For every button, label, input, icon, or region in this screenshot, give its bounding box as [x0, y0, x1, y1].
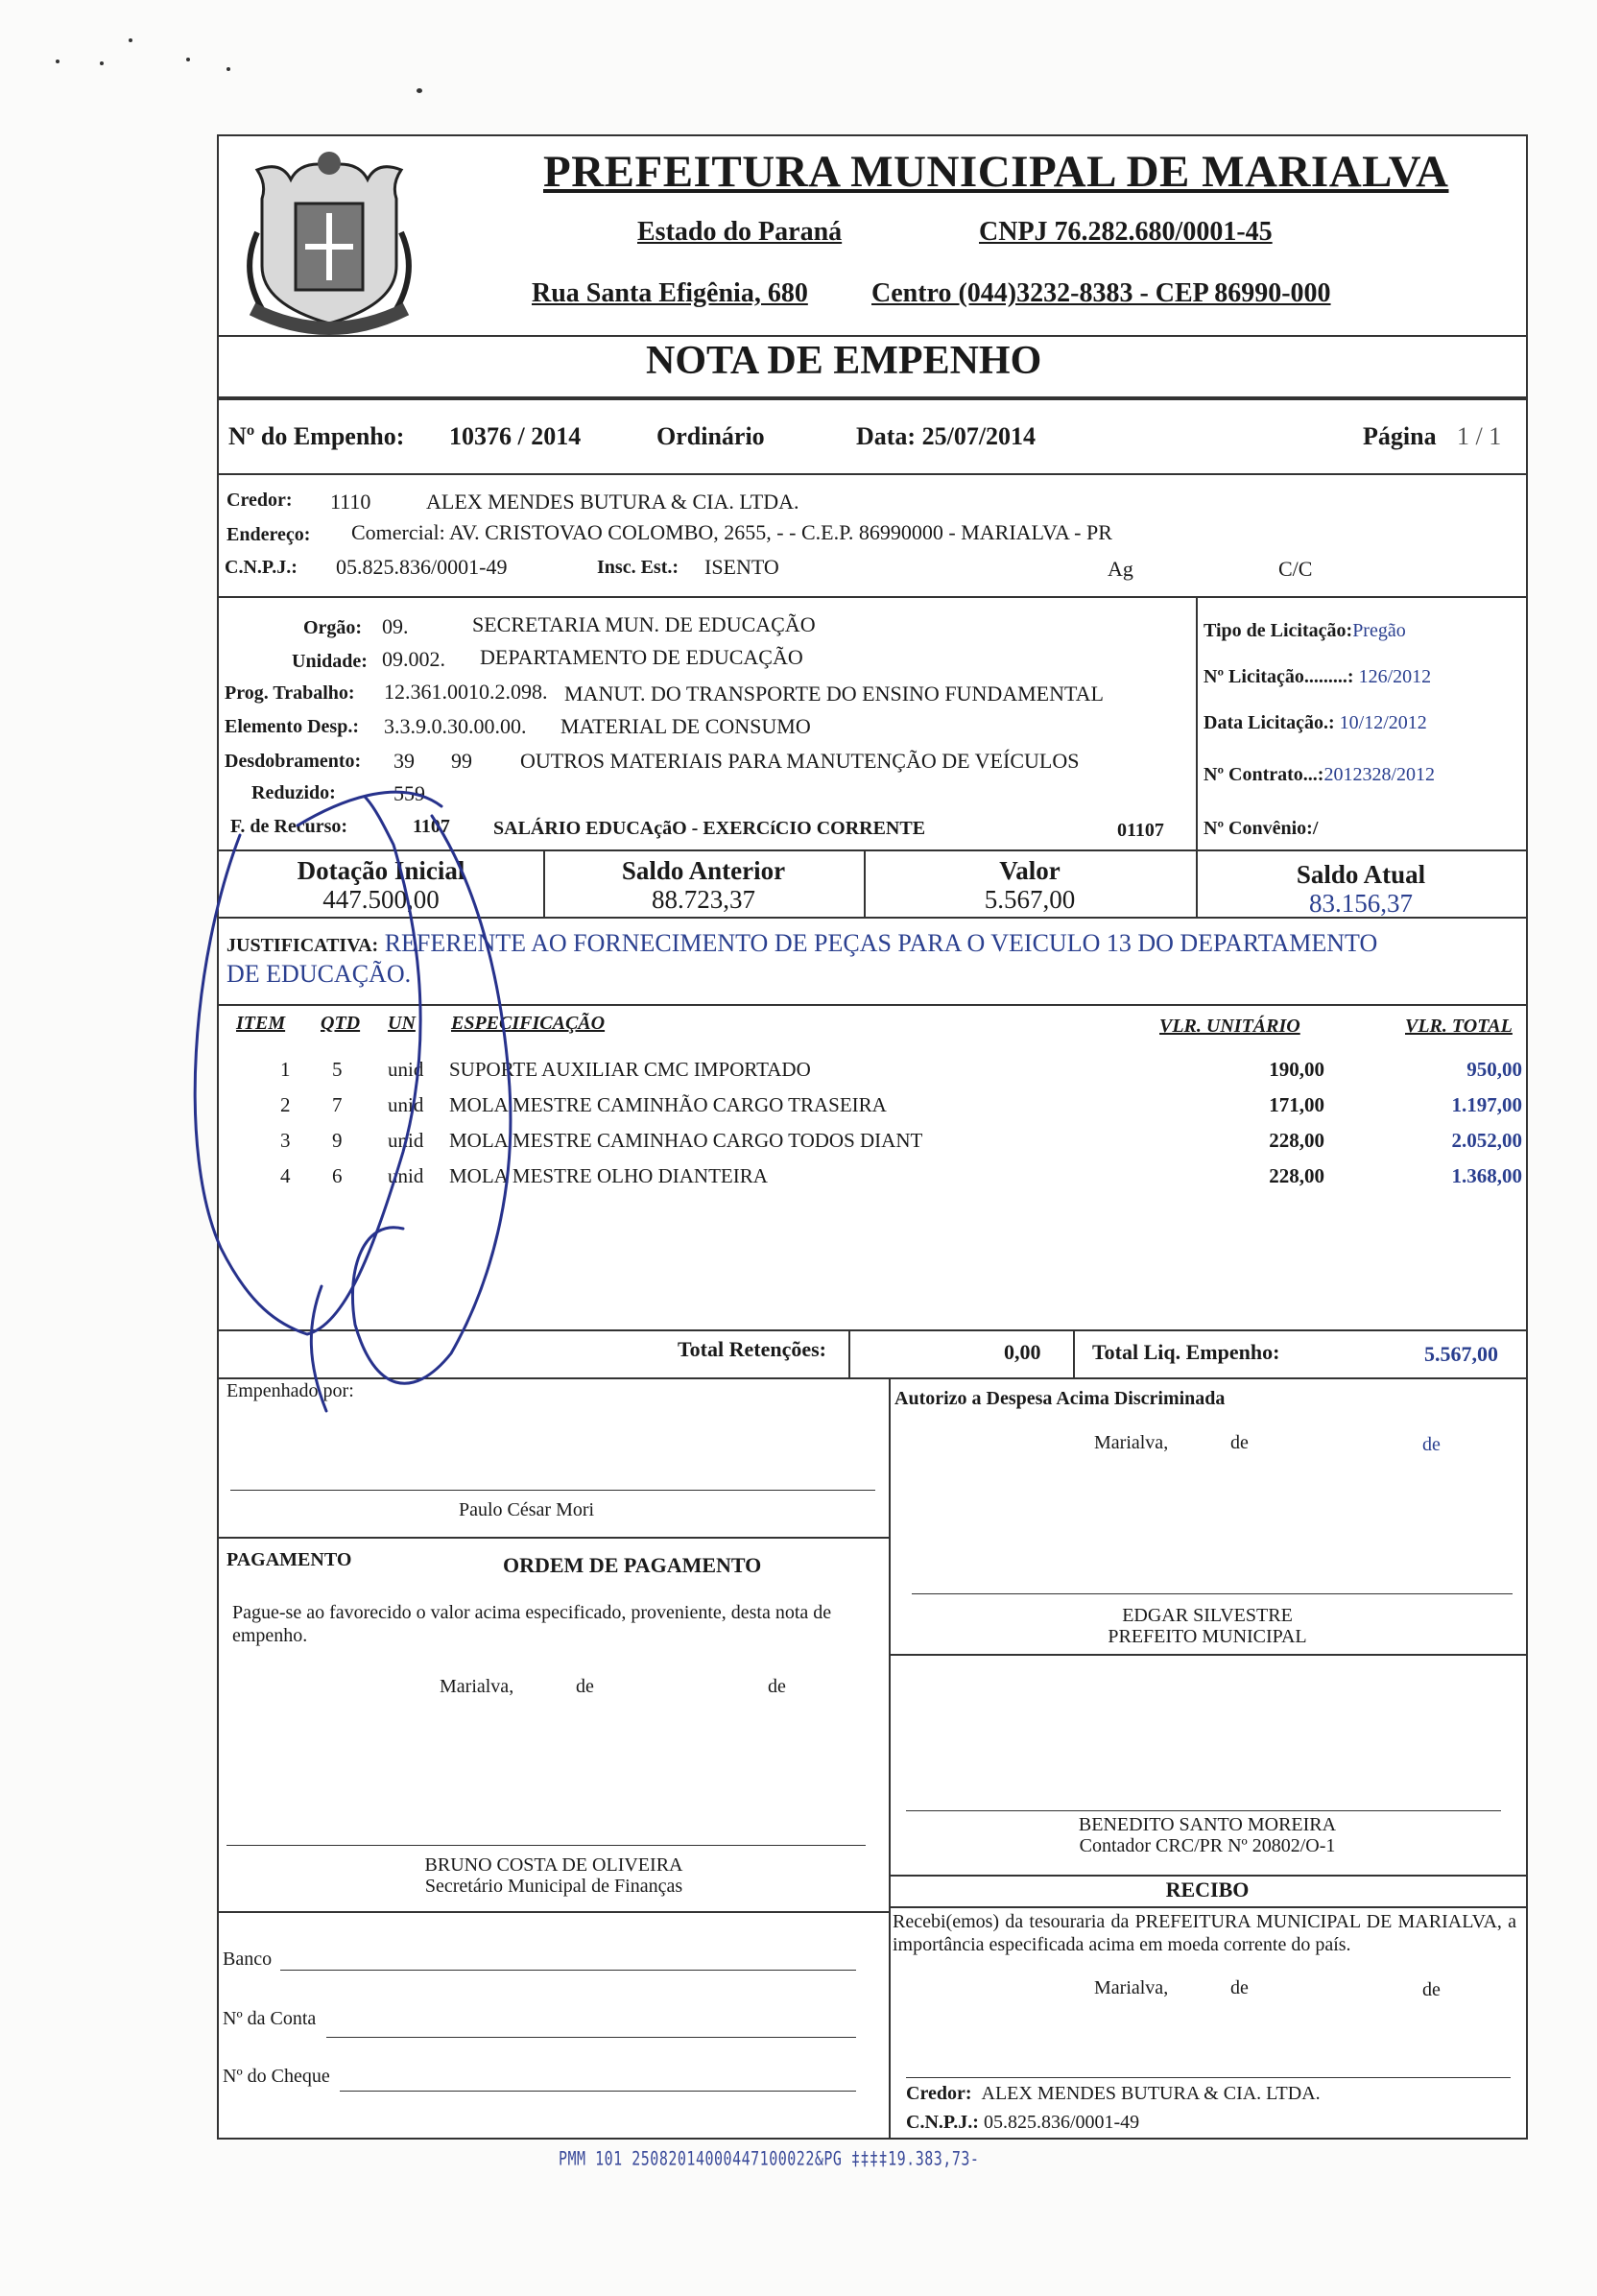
justificativa-label: JUSTIFICATIVA:	[226, 935, 379, 956]
contador-name: BENEDITO SANTO MOREIRA	[1078, 1814, 1337, 1835]
empenhado-name: Paulo César Mori	[459, 1499, 595, 1520]
item-un: unid	[388, 1093, 424, 1116]
total-retencoes-label: Total Retenções:	[678, 1337, 826, 1361]
item-number: 4	[280, 1164, 291, 1187]
cnpj-credor-label: C.N.P.J.:	[225, 557, 298, 578]
credor-code: 1110	[330, 490, 371, 514]
empenho-type: Ordinário	[656, 422, 765, 450]
elemento-value: MATERIAL DE CONSUMO	[560, 714, 811, 738]
item-un: unid	[388, 1129, 424, 1152]
divider	[1073, 1329, 1075, 1377]
total-liq-label: Total Liq. Empenho:	[1092, 1340, 1280, 1364]
divider	[219, 596, 1526, 598]
mechanical-stamp: PMM 101 25082014000447100022&PG ‡‡‡‡19.383,73-	[559, 2147, 980, 2170]
scan-speck	[129, 38, 132, 42]
col-header-item: ITEM	[236, 1013, 286, 1034]
recurso-code: 1107	[413, 816, 450, 837]
secretario-name: BRUNO COSTA DE OLIVEIRA	[424, 1854, 683, 1876]
prog-value: MANUT. DO TRANSPORTE DO ENSINO FUNDAMENTAL	[564, 682, 1104, 706]
page-title: PREFEITURA MUNICIPAL DE MARIALVA	[543, 147, 1449, 197]
autorizo-label: Autorizo a Despesa Acima Discriminada	[894, 1388, 1226, 1409]
scan-speck	[56, 60, 60, 63]
prog-label: Prog. Trabalho:	[225, 682, 355, 704]
data-licitacao-label: Data Licitação.:	[1204, 712, 1335, 733]
unidade-value: DEPARTAMENTO DE EDUCAÇÃO	[480, 645, 803, 669]
cnpj-credor-value: 05.825.836/0001-49	[336, 555, 508, 579]
document-type-title: NOTA DE EMPENHO	[646, 339, 1042, 383]
pagamento-text: Pague-se ao favorecido o valor acima especificado, proveniente, desta nota de empenho.	[232, 1602, 832, 1646]
insc-label: Insc. Est.:	[597, 557, 679, 578]
saldo-anterior-label: Saldo Anterior	[621, 856, 786, 885]
divider	[219, 396, 1526, 400]
divider	[889, 1906, 1526, 1908]
orgao-label: Orgão:	[303, 617, 363, 638]
unidade-label: Unidade:	[292, 651, 368, 672]
banco-label: Banco	[223, 1949, 273, 1970]
empenho-number-label: Nº do Empenho:	[228, 422, 405, 450]
divider	[848, 1329, 850, 1377]
credor-label: Credor:	[226, 490, 293, 511]
tipo-licitacao-value: Pregão	[1352, 620, 1406, 641]
recurso-value: SALÁRIO EDUCAçãO - EXERCíCIO CORRENTE	[493, 818, 926, 839]
item-total-value: 2.052,00	[1451, 1129, 1522, 1152]
unidade-code: 09.002.	[382, 647, 445, 671]
recibo-de1: de	[1230, 1977, 1249, 1998]
reduzido-label: Reduzido:	[251, 782, 336, 803]
signature-line	[912, 1593, 1513, 1594]
recibo-title: RECIBO	[1165, 1877, 1250, 1901]
pagamento-city: Marialva,	[440, 1676, 514, 1697]
recibo-de2: de	[1422, 1979, 1441, 2000]
total-liq-value: 5.567,00	[1424, 1342, 1498, 1366]
cc-label: C/C	[1278, 557, 1313, 581]
divider	[889, 1875, 1526, 1877]
pagamento-de2: de	[768, 1676, 786, 1697]
elemento-label: Elemento Desp.:	[225, 716, 359, 737]
page-label: Página	[1363, 422, 1437, 450]
cnpj-label: CNPJ 76.282.680/0001-45	[979, 217, 1273, 247]
col-header-un: UN	[388, 1013, 416, 1034]
pagamento-de1: de	[576, 1676, 594, 1697]
col-header-vlr-unitario: VLR. UNITÁRIO	[1159, 1016, 1300, 1037]
dotacao-label: Dotação Inicial	[297, 856, 465, 885]
elemento-code: 3.3.9.0.30.00.00.	[384, 714, 527, 738]
recurso-number: 01107	[1117, 820, 1164, 841]
item-total-value: 1.197,00	[1451, 1093, 1522, 1116]
justificativa-text-line1: REFERENTE AO FORNECIMENTO DE PEÇAS PARA O VEICULO 13 DO DEPARTAMENTO	[384, 929, 1378, 957]
prog-code: 12.361.0010.2.098.	[384, 680, 548, 704]
page-number: 1 / 1	[1457, 422, 1502, 450]
divider	[219, 335, 1526, 337]
ink-signature-mark	[182, 787, 681, 1507]
recurso-label: F. de Recurso:	[230, 816, 348, 837]
municipal-crest-icon	[238, 146, 420, 343]
dotacao-value: 447.500,00	[322, 885, 440, 914]
conta-line	[326, 2037, 856, 2038]
cheque-label: Nº do Cheque	[223, 2066, 330, 2087]
saldo-atual-label: Saldo Atual	[1296, 860, 1426, 889]
recibo-text: Recebi(emos) da tesouraria da PREFEITURA MUNICIPAL DE MARIALVA, a importância especificada acima em moeda corrente do país.	[893, 1911, 1516, 1955]
item-number: 1	[280, 1058, 291, 1081]
justificativa-text-line2: DE EDUCAÇÃO.	[226, 960, 412, 988]
valor-value: 5.567,00	[984, 885, 1076, 914]
num-licitacao-value: 126/2012	[1358, 666, 1432, 687]
item-un: unid	[388, 1164, 424, 1187]
autorizo-de1: de	[1230, 1432, 1249, 1453]
item-number: 3	[280, 1129, 291, 1152]
item-unit-value: 190,00	[1269, 1058, 1324, 1081]
recibo-credor-value: ALEX MENDES BUTURA & CIA. LTDA.	[981, 2083, 1321, 2104]
total-retencoes-value: 0,00	[1004, 1340, 1041, 1364]
recibo-cnpj-label: C.N.P.J.:	[906, 2112, 979, 2133]
prefeito-title: PREFEITO MUNICIPAL	[1108, 1626, 1307, 1647]
contrato-value: 2012328/2012	[1323, 764, 1436, 785]
saldo-atual-value: 83.156,37	[1309, 889, 1413, 918]
saldo-anterior-value: 88.723,37	[652, 885, 755, 914]
signature-line	[226, 1845, 866, 1846]
desdobramento-value: OUTROS MATERIAIS PARA MANUTENÇÃO DE VEÍCULOS	[520, 749, 1080, 773]
divider	[889, 1654, 1526, 1656]
convenio-label: Nº Convênio:/	[1204, 818, 1319, 839]
item-un: unid	[388, 1058, 424, 1081]
recibo-cnpj-value: 05.825.836/0001-49	[983, 2112, 1140, 2133]
num-licitacao-label: Nº Licitação.........:	[1204, 666, 1354, 687]
pagamento-label: PAGAMENTO	[226, 1549, 352, 1570]
secretario-title: Secretário Municipal de Finanças	[424, 1876, 683, 1897]
prefeito-name: EDGAR SILVESTRE	[1122, 1605, 1293, 1626]
item-qtd: 6	[332, 1164, 343, 1187]
divider	[219, 473, 1526, 475]
item-spec: MOLA MESTRE CAMINHAO CARGO TODOS DIANT	[449, 1129, 923, 1152]
valor-label: Valor	[999, 856, 1061, 885]
item-spec: MOLA MESTRE OLHO DIANTEIRA	[449, 1164, 768, 1187]
item-qtd: 5	[332, 1058, 343, 1081]
tipo-licitacao-label: Tipo de Licitação:	[1204, 620, 1353, 641]
conta-label: Nº da Conta	[223, 2008, 317, 2029]
desdobramento-label: Desdobramento:	[225, 751, 362, 772]
item-unit-value: 171,00	[1269, 1093, 1324, 1116]
divider	[219, 1537, 889, 1539]
orgao-code: 09.	[382, 614, 409, 638]
state-label: Estado do Paraná	[637, 217, 843, 247]
item-qtd: 9	[332, 1129, 343, 1152]
ag-label: Ag	[1108, 557, 1133, 581]
item-unit-value: 228,00	[1269, 1129, 1324, 1152]
scan-speck	[417, 88, 422, 93]
desdobramento-code2: 99	[451, 749, 472, 773]
item-unit-value: 228,00	[1269, 1164, 1324, 1187]
recibo-credor-label: Credor:	[906, 2083, 972, 2104]
autorizo-de2: de	[1422, 1434, 1441, 1455]
item-qtd: 7	[332, 1093, 343, 1116]
recibo-city: Marialva,	[1094, 1977, 1169, 1998]
district-phone-label: Centro (044)3232-8383 - CEP 86990-000	[871, 278, 1331, 308]
scan-speck	[100, 61, 104, 65]
contrato-label: Nº Contrato...:	[1204, 764, 1324, 785]
empenhado-label: Empenhado por:	[226, 1380, 354, 1401]
empenho-number: 10376 / 2014	[449, 422, 582, 450]
col-header-qtd: QTD	[321, 1013, 361, 1034]
col-header-especificacao: ESPECIFICAÇÃO	[451, 1013, 606, 1034]
divider	[219, 1911, 889, 1913]
item-total-value: 1.368,00	[1451, 1164, 1522, 1187]
endereco-label: Endereço:	[226, 524, 311, 545]
item-spec: MOLA MESTRE CAMINHÃO CARGO TRASEIRA	[449, 1093, 887, 1116]
autorizo-city: Marialva,	[1094, 1432, 1169, 1453]
ordem-pagamento-label: ORDEM DE PAGAMENTO	[503, 1553, 762, 1577]
col-header-vlr-total: VLR. TOTAL	[1405, 1016, 1513, 1037]
item-spec: SUPORTE AUXILIAR CMC IMPORTADO	[449, 1058, 811, 1081]
reduzido-value: 559	[393, 781, 425, 805]
divider	[889, 1377, 891, 2138]
data-licitacao-value: 10/12/2012	[1339, 712, 1427, 733]
signature-line	[906, 2077, 1511, 2078]
item-number: 2	[280, 1093, 291, 1116]
signature-line	[906, 1810, 1501, 1811]
desdobramento-code1: 39	[393, 749, 415, 773]
divider	[1196, 596, 1198, 857]
empenho-date: Data: 25/07/2014	[856, 422, 1037, 450]
banco-line	[280, 1970, 856, 1971]
contador-title: Contador CRC/PR Nº 20802/O-1	[1079, 1835, 1336, 1856]
scan-speck	[186, 58, 190, 61]
orgao-value: SECRETARIA MUN. DE EDUCAÇÃO	[472, 612, 816, 636]
endereco-value: Comercial: AV. CRISTOVAO COLOMBO, 2655, - - C.E.P. 86990000 - MARIALVA - PR	[351, 520, 1112, 544]
cheque-line	[340, 2091, 856, 2092]
scan-speck	[226, 67, 230, 71]
credor-name: ALEX MENDES BUTURA & CIA. LTDA.	[426, 490, 799, 514]
item-total-value: 950,00	[1466, 1058, 1522, 1081]
insc-value: ISENTO	[704, 555, 779, 579]
address-label: Rua Santa Efigênia, 680	[532, 278, 808, 308]
